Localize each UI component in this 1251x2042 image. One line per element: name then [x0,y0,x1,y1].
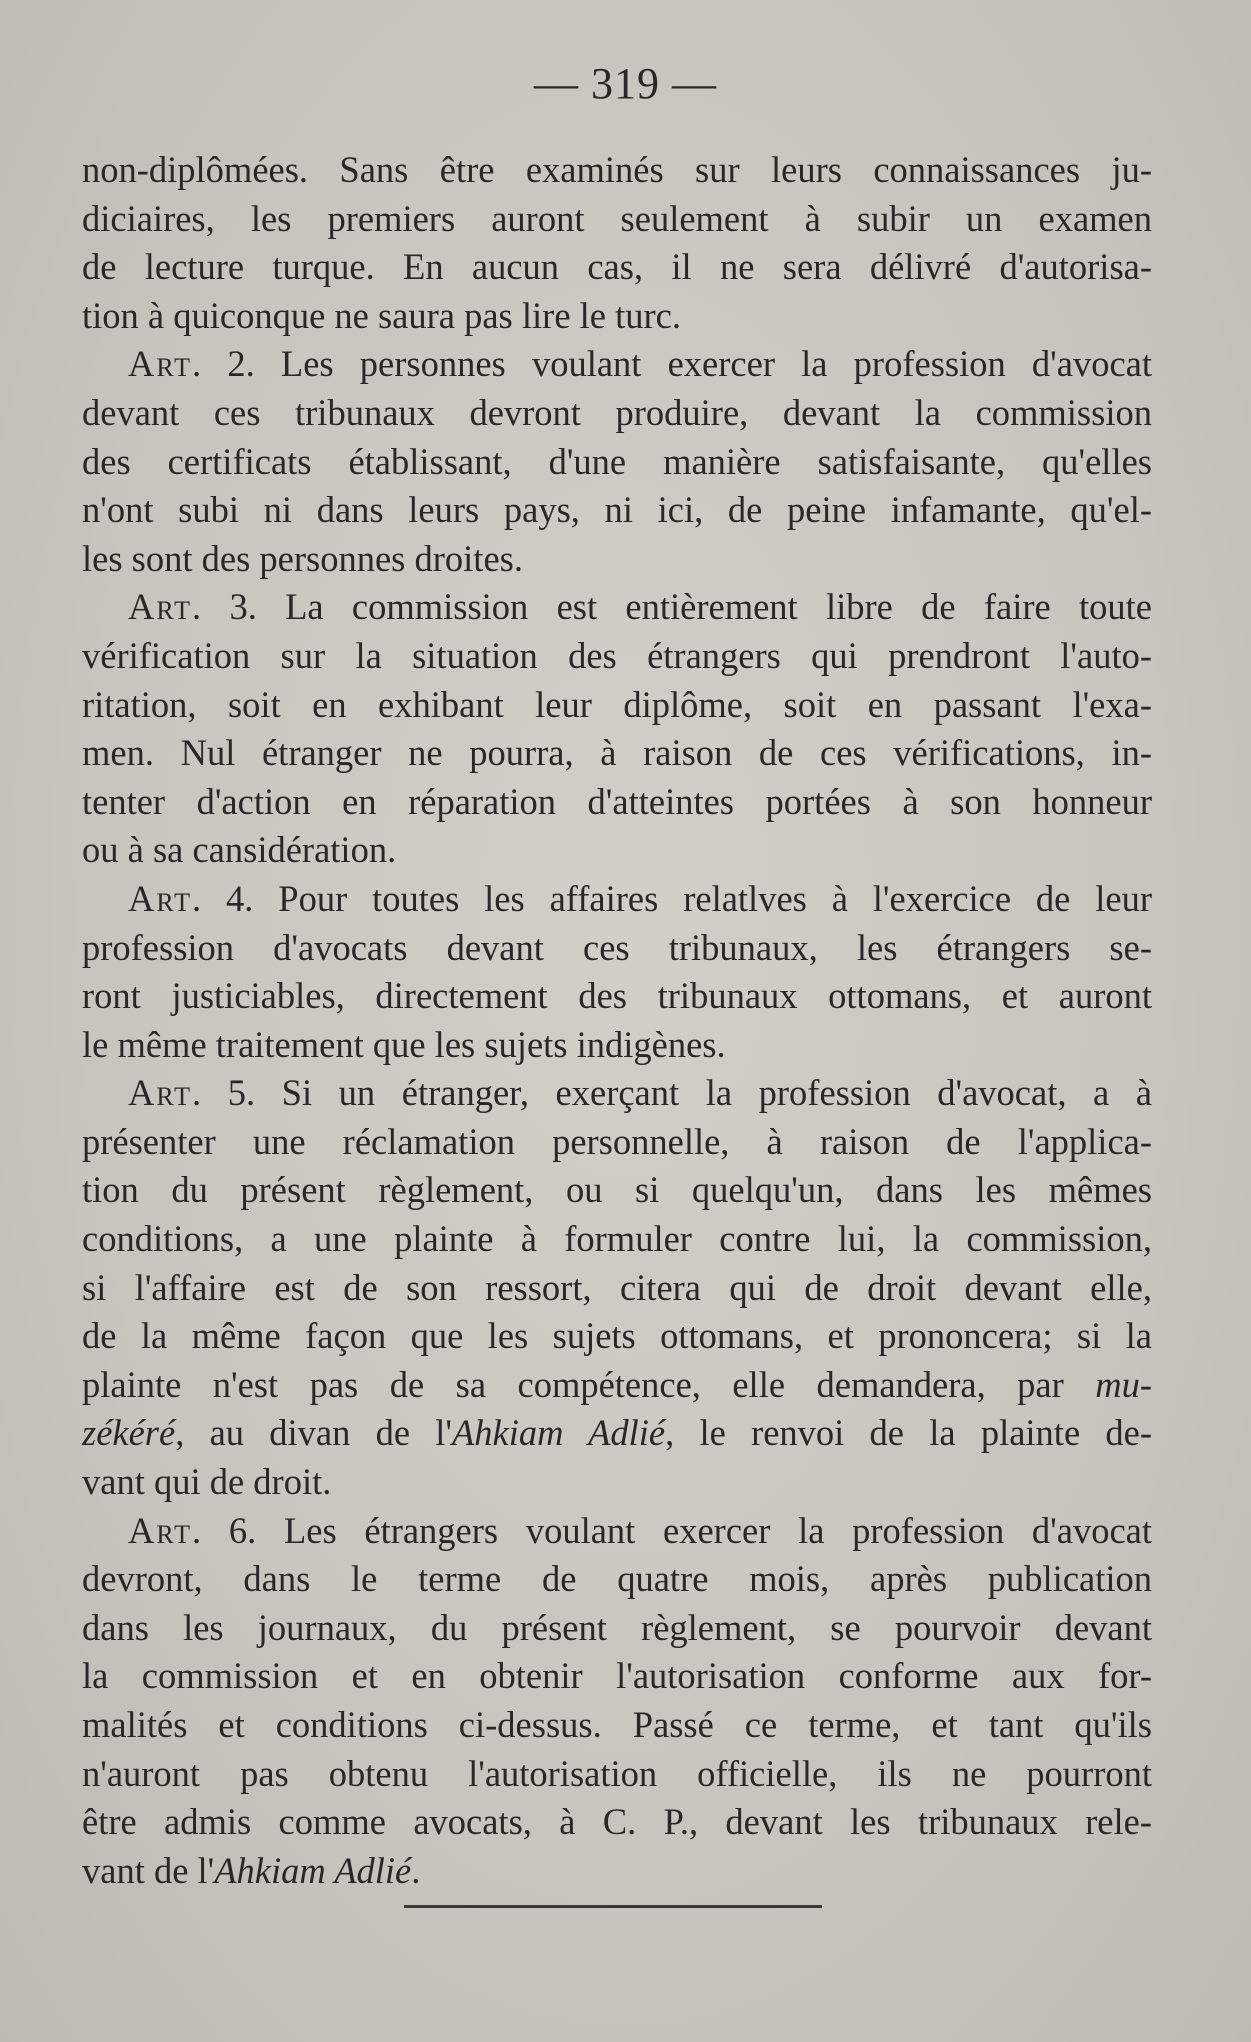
article-label: Art [128,586,193,628]
text-line [82,1458,1152,1507]
body-text [82,146,1152,1895]
text-segment: les sont des personnes droites. [82,537,523,579]
text-line [82,486,1152,535]
text-segment: tenter d'action en réparation d'atteintes portées à son honneur [82,780,1152,822]
italic-term: mu- [1095,1363,1152,1405]
text-line [82,438,1152,487]
text-segment: ritation, soit en exhibant leur diplôme, soit en passant l'exa- [82,683,1152,725]
text-segment: . [411,1849,421,1891]
text-line [82,875,1152,924]
text-segment: ront justiciables, directement des tribunaux ottomans, et auront [82,975,1152,1017]
text-segment: n'auront pas obtenu l'autorisation officielle, ils ne pourront [82,1752,1152,1794]
text-line [82,1798,1152,1847]
text-segment: . 2. Les personnes voulant exercer la profession d'avocat [192,343,1152,385]
italic-term: Ahkiam Adlié [214,1849,412,1891]
text-line [82,292,1152,341]
text-line [82,1118,1152,1167]
article-label: Art [128,877,193,919]
text-line [82,1750,1152,1799]
text-line [82,243,1152,292]
text-line [82,583,1152,632]
page-number: — 319 — [534,59,717,108]
text-segment: des certificats établissant, d'une manière satisfaisante, qu'elles [82,440,1152,482]
text-segment: présenter une réclamation personnelle, à raison de l'applica- [82,1120,1152,1162]
text-line [82,681,1152,730]
text-segment: devront, dans le terme de quatre mois, après publication [82,1558,1152,1600]
text-line [82,1312,1152,1361]
italic-term: Ahkiam Adlié [452,1412,666,1454]
text-segment: ou à sa cansidération. [82,829,397,871]
text-segment: conditions, a une plainte à formuler contre lui, la commission, [82,1218,1152,1260]
text-line [82,146,1152,195]
text-line [82,729,1152,778]
text-segment: être admis comme avocats, à C. P., devant les tribunaux rele- [82,1801,1152,1843]
text-line [82,1409,1152,1458]
text-segment: men. Nul étranger ne pourra, à raison de ces vérifications, in- [82,732,1152,774]
text-line [82,1555,1152,1604]
text-segment: dans les journaux, du présent règlement, se pourvoir devant [82,1606,1152,1648]
text-segment: le même traitement que les sujets indigènes. [82,1023,726,1065]
text-line [82,826,1152,875]
text-line [82,1264,1152,1313]
text-segment: de lecture turque. En aucun cas, il ne sera délivré d'autorisa- [82,246,1152,288]
article-label: Art [128,343,193,385]
italic-term: zékéré [82,1412,176,1454]
text-line [82,1069,1152,1118]
text-segment: vérification sur la situation des étrangers qui prendront l'auto- [82,634,1152,676]
text-segment: de la même façon que les sujets ottomans, et prononcera; si la [82,1315,1152,1357]
text-line [82,972,1152,1021]
text-line [82,1652,1152,1701]
text-segment: plainte n'est pas de sa compétence, elle demandera, par [82,1363,1096,1405]
text-line [82,778,1152,827]
text-line [82,1701,1152,1750]
text-line [82,924,1152,973]
text-segment: vant de l' [82,1849,215,1891]
text-line [82,1021,1152,1070]
text-line [82,535,1152,584]
text-segment: . 4. Pour toutes les affaires relatlves à l'exercice de leur [192,877,1152,919]
text-segment: , au divan de l' [175,1412,453,1454]
text-segment: devant ces tribunaux devront produire, devant la commission [82,391,1152,433]
text-segment: non-diplômées. Sans être examinés sur leurs connaissances ju- [82,149,1152,190]
text-segment: tion à quiconque ne saura pas lire le turc. [82,294,681,336]
text-line [82,340,1152,389]
text-segment: si l'affaire est de son ressort, citera qui de droit devant elle, [82,1266,1152,1308]
text-segment: diciaires, les premiers auront seulement à subir un examen [82,197,1152,239]
closing-rule [404,1905,822,1908]
text-segment: tion du présent règlement, ou si quelqu'un, dans les mêmes [82,1169,1152,1211]
text-segment: vant qui de droit. [82,1461,332,1503]
text-line [82,1847,1152,1896]
text-line [82,195,1152,244]
text-segment: la commission et en obtenir l'autorisation conforme aux for- [82,1655,1152,1697]
text-segment: . 6. Les étrangers voulant exercer la profession d'avocat [192,1509,1152,1551]
text-line [82,1215,1152,1264]
text-line [82,1166,1152,1215]
text-line [82,632,1152,681]
text-line [82,1507,1152,1556]
text-line [82,1604,1152,1653]
text-line [82,389,1152,438]
text-segment: n'ont subi ni dans leurs pays, ni ici, de peine infamante, qu'el- [82,489,1152,531]
text-segment: profession d'avocats devant ces tribunaux, les étrangers se- [82,926,1152,968]
article-label: Art [128,1509,193,1551]
text-line [82,1361,1152,1410]
text-segment: , le renvoi de la plainte de- [665,1412,1152,1454]
text-segment: . 3. La commission est entièrement libre de faire toute [192,586,1152,628]
text-segment: . 5. Si un étranger, exerçant la profession d'avocat, a à [192,1072,1152,1114]
article-label: Art [128,1072,193,1114]
text-segment: malités et conditions ci-dessus. Passé ce terme, et tant qu'ils [82,1704,1152,1745]
